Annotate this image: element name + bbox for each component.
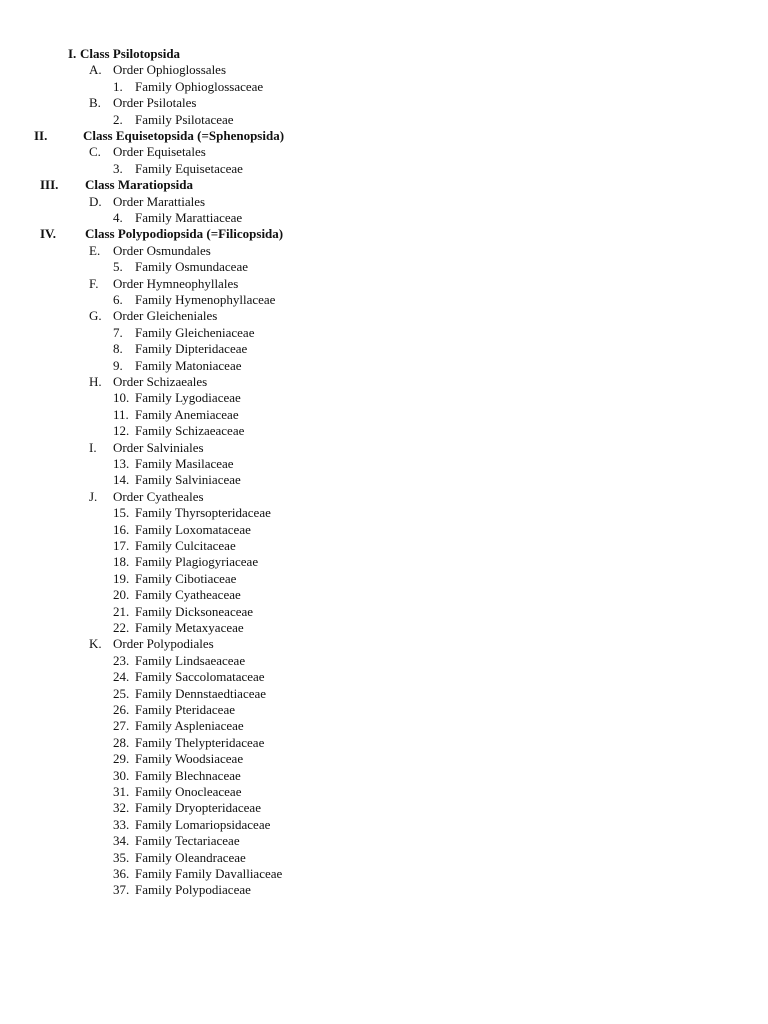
class-number: III. <box>40 177 59 192</box>
order-label: Order Equisetales <box>113 144 206 159</box>
order-label: Order Marattiales <box>113 194 206 209</box>
family-number: 7. <box>113 325 123 340</box>
order-label: Order Gleicheniales <box>113 308 218 323</box>
class-number: IV. <box>40 226 57 241</box>
class-number: II. <box>34 128 48 143</box>
family-label: Family Psilotaceae <box>135 112 234 127</box>
family-number: 25. <box>113 686 130 701</box>
family-label: Family Hymenophyllaceae <box>135 292 276 307</box>
family-label: Family Blechnaceae <box>135 768 241 783</box>
family-number: 15. <box>113 505 130 520</box>
family-label: Family Dipteridaceae <box>135 341 248 356</box>
family-number: 9. <box>113 358 123 373</box>
order-label: Order Cyatheales <box>113 489 204 504</box>
family-number: 27. <box>113 718 130 733</box>
family-number: 19. <box>113 571 130 586</box>
family-number: 22. <box>113 620 130 635</box>
family-number: 5. <box>113 259 123 274</box>
family-number: 35. <box>113 850 130 865</box>
order-number: G. <box>89 308 102 323</box>
order-number: K. <box>89 636 102 651</box>
order-number: J. <box>89 489 98 504</box>
order-label: Order Salviniales <box>113 440 204 455</box>
family-label: Family Thelypteridaceae <box>135 735 265 750</box>
family-label: Family Culcitaceae <box>135 538 236 553</box>
family-label: Family Woodsiaceae <box>135 751 244 766</box>
order-number: D. <box>89 194 102 209</box>
family-label: Family Osmundaceae <box>135 259 248 274</box>
family-label: Family Equisetaceae <box>135 161 243 176</box>
family-number: 18. <box>113 554 130 569</box>
family-number: 6. <box>113 292 123 307</box>
class-label: Class Equisetopsida (=Sphenopsida) <box>83 128 285 143</box>
family-number: 10. <box>113 390 130 405</box>
order-number: A. <box>89 62 102 77</box>
family-label: Family Cyatheaceae <box>135 587 241 602</box>
family-label: Family Dicksoneaceae <box>135 604 254 619</box>
family-label: Family Tectariaceae <box>135 833 240 848</box>
family-label: Family Polypodiaceae <box>135 882 251 897</box>
family-label: Family Plagiogyriaceae <box>135 554 259 569</box>
family-number: 20. <box>113 587 130 602</box>
family-number: 21. <box>113 604 130 619</box>
family-number: 23. <box>113 653 130 668</box>
order-number: I. <box>89 440 97 455</box>
family-number: 8. <box>113 341 123 356</box>
family-number: 12. <box>113 423 130 438</box>
order-label: Order Ophioglossales <box>113 62 227 77</box>
family-label: Family Lindsaeaceae <box>135 653 246 668</box>
family-number: 24. <box>113 669 130 684</box>
order-label: Order Psilotales <box>113 95 197 110</box>
family-number: 36. <box>113 866 130 881</box>
family-label: Family Anemiaceae <box>135 407 239 422</box>
class-label: Class Maratiopsida <box>85 177 193 192</box>
family-number: 28. <box>113 735 130 750</box>
family-label: Family Pteridaceae <box>135 702 235 717</box>
order-number: H. <box>89 374 102 389</box>
family-label: Family Saccolomataceae <box>135 669 265 684</box>
order-number: E. <box>89 243 101 258</box>
family-label: Family Metaxyaceae <box>135 620 244 635</box>
class-label: Class Polypodiopsida (=Filicopsida) <box>85 226 284 241</box>
family-number: 33. <box>113 817 130 832</box>
class-label: Class Psilotopsida <box>80 46 181 61</box>
family-label: Family Marattiaceae <box>135 210 243 225</box>
family-number: 14. <box>113 472 130 487</box>
family-label: Family Oleandraceae <box>135 850 246 865</box>
family-label: Family Gleicheniaceae <box>135 325 255 340</box>
order-label: Order Polypodiales <box>113 636 214 651</box>
family-label: Family Onocleaceae <box>135 784 242 799</box>
family-number: 31. <box>113 784 130 799</box>
family-label: Family Thyrsopteridaceae <box>135 505 271 520</box>
order-label: Order Hymneophyllales <box>113 276 239 291</box>
family-label: Family Salviniaceae <box>135 472 241 487</box>
family-label: Family Schizaeaceae <box>135 423 245 438</box>
order-label: Order Osmundales <box>113 243 211 258</box>
family-label: Family Lomariopsidaceae <box>135 817 271 832</box>
family-label: Family Masilaceae <box>135 456 234 471</box>
family-label: Family Ophioglossaceae <box>135 79 264 94</box>
family-number: 32. <box>113 800 130 815</box>
family-label: Family Loxomataceae <box>135 522 251 537</box>
family-number: 3. <box>113 161 123 176</box>
family-label: Family Aspleniaceae <box>135 718 244 733</box>
family-number: 30. <box>113 768 130 783</box>
family-label: Family Matoniaceae <box>135 358 242 373</box>
family-number: 17. <box>113 538 130 553</box>
class-number: I. <box>68 46 77 61</box>
family-number: 2. <box>113 112 123 127</box>
family-number: 34. <box>113 833 130 848</box>
order-number: F. <box>89 276 99 291</box>
family-number: 29. <box>113 751 130 766</box>
family-number: 37. <box>113 882 130 897</box>
family-label: Family Cibotiaceae <box>135 571 237 586</box>
family-label: Family Dennstaedtiaceae <box>135 686 267 701</box>
order-label: Order Schizaeales <box>113 374 208 389</box>
order-number: B. <box>89 95 101 110</box>
family-number: 13. <box>113 456 130 471</box>
family-number: 1. <box>113 79 123 94</box>
family-label: Family Family Davalliaceae <box>135 866 283 881</box>
family-label: Family Lygodiaceae <box>135 390 241 405</box>
family-number: 26. <box>113 702 130 717</box>
family-number: 4. <box>113 210 123 225</box>
family-label: Family Dryopteridaceae <box>135 800 261 815</box>
family-number: 11. <box>113 407 129 422</box>
order-number: C. <box>89 144 101 159</box>
family-number: 16. <box>113 522 130 537</box>
